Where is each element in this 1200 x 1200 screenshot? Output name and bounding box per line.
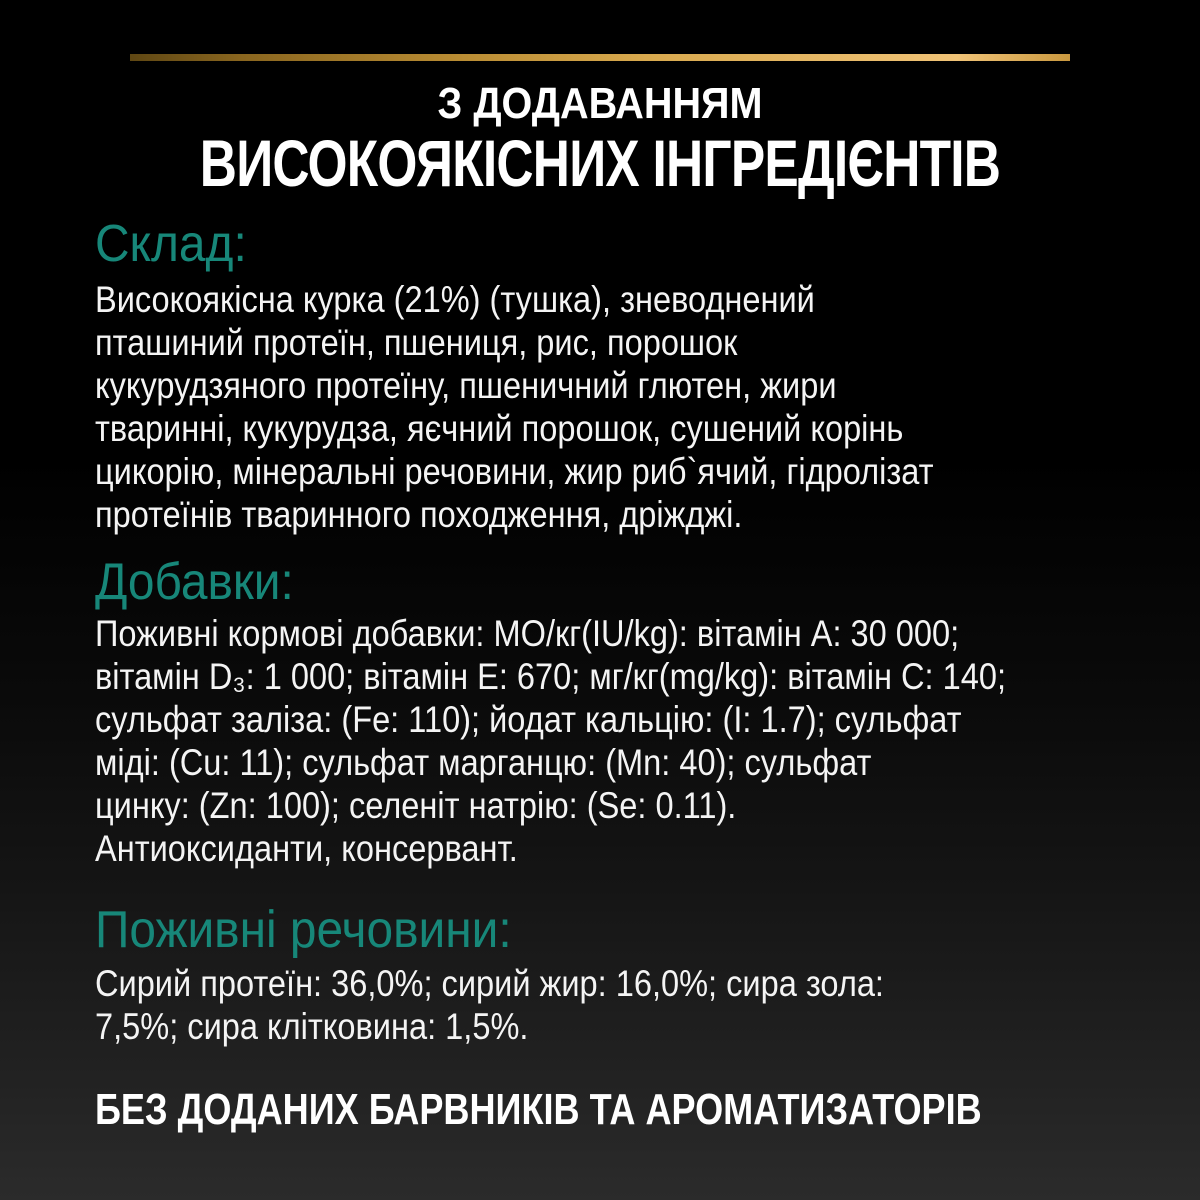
composition-section-heading: Склад: <box>95 215 247 273</box>
header-title: ВИСОКОЯКІСНИХ ІНГРЕДІЄНТІВ <box>199 126 1001 200</box>
header-kicker: З ДОДАВАННЯМ <box>437 79 763 128</box>
additives-section-text: Поживні кормові добавки: МО/кг(IU/kg): вітамін A: 30 000; вітамін D₃: 1 000; вітамін E: 670; мг/кг(mg/kg): вітамін C: 140; сульфат заліза: (Fe: 110); йодат кальцію: (I: 1.7); сульфат міді: (Cu: 11); сульфат марганцю: (Mn: 40); сульфат цинку: (Zn: 100); селеніт натрію: (Se: 0.11). Антиоксиданти, консервант. <box>95 613 1007 869</box>
nutrients-section-heading: Поживні речовини: <box>95 901 512 959</box>
composition-section-text: Високоякісна курка (21%) (тушка), зневоднений пташиний протеїн, пшениця, рис, порошок кукурудзяного протеїну, пшеничний глютен, жири тваринні, кукурудза, яєчний порошок, сушений корінь цикорію, мінеральні речовини, жир риб`ячий, гідролізат протеїнів тваринного походження, дріжджі. <box>95 279 934 535</box>
nutrients-section-text: Сирий протеїн: 36,0%; сирий жир: 16,0%; сира зола: 7,5%; сира клітковина: 1,5%. <box>95 963 884 1047</box>
additives-section-heading: Добавки: <box>95 553 294 611</box>
gold-divider-bar <box>130 54 1070 61</box>
footer-no-additives-claim: БЕЗ ДОДАНИХ БАРВНИКІВ ТА АРОМАТИЗАТОРІВ <box>95 1085 982 1134</box>
